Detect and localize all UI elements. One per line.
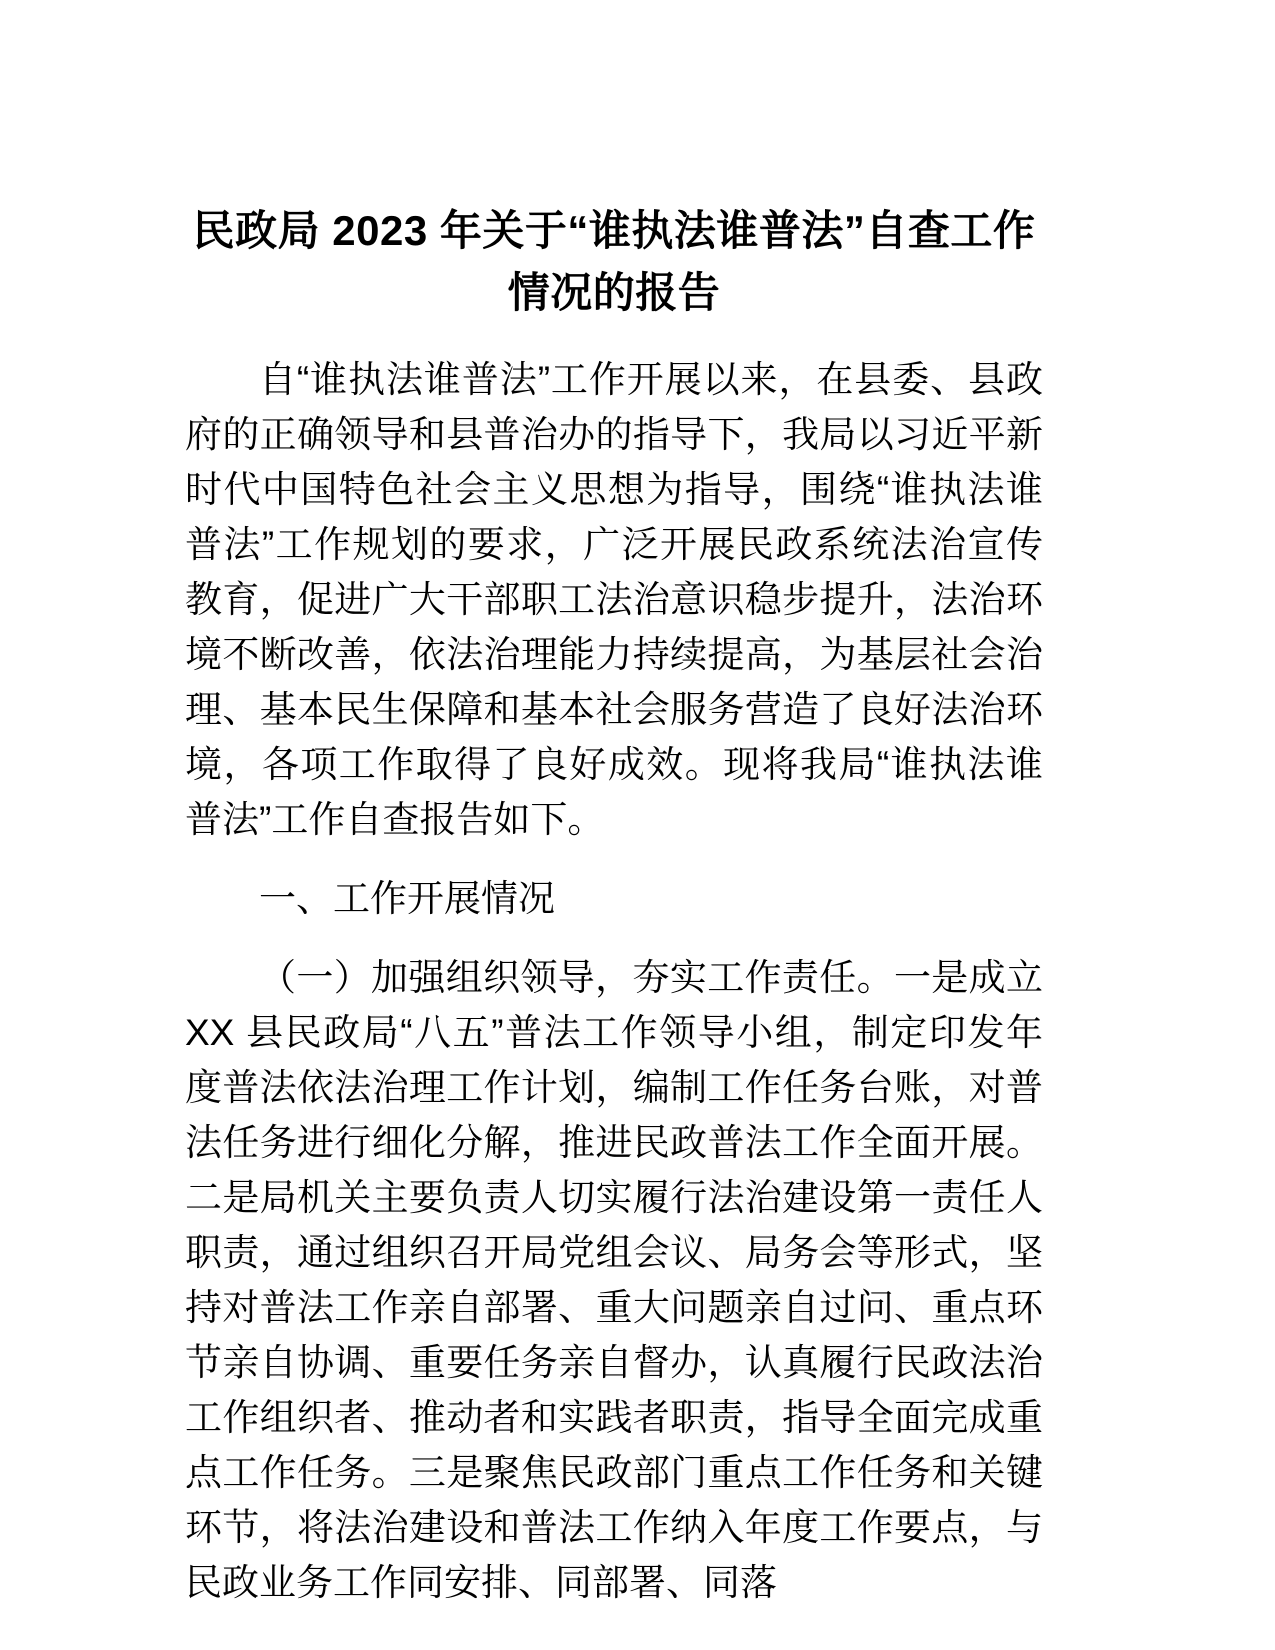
paragraph-intro: 自“谁执法谁普法”工作开展以来，在县委、县政府的正确领导和县普治办的指导下，我局以习近平新时代中国特色社会主义思想为指导，围绕“谁执法谁普法”工作规划的要求，广泛开展民政系统法治宣传教育，促进广大干部职工法治意识稳步提升，法治环境不断改善，依法治理能力持续提高，为基层社会治理、基本民生保障和基本社会服务营造了良好法治环境，各项工作取得了良好成效。现将我局“谁执法谁普法”工作自查报告如下。: [185, 359, 1043, 840]
document-body: [185, 0, 1043, 1610]
paragraph-subsection-one: （一）加强组织领导，夯实工作责任。一是成立 XX 县民政局“八五”普法工作领导小组，制定印发年度普法依法治理工作计划，编制工作任务台账，对普法任务进行细化分解，推进民政普法工作全面开展。二是局机关主要负责人切实履行法治建设第一责任人职责，通过组织召开局党组会议、局务会等形式，坚持对普法工作亲自部署、重大问题亲自过问、重点环节亲自协调、重要任务亲自督办，认真履行民政法治工作组织者、推动者和实践者职责，指导全面完成重点工作任务。三是聚焦民政部门重点工作任务和关键环节，将法治建设和普法工作纳入年度工作要点，与民政业务工作同安排、同部署、同落: [185, 957, 1043, 1603]
title-body-spacer: [185, 324, 1043, 352]
page-title: 民政局 2023 年关于“谁执法谁普法”自查工作情况的报告: [192, 207, 1036, 316]
section-heading-one: 一、工作开展情况: [259, 878, 555, 919]
paragraph-spacer-1: [185, 847, 1043, 871]
paragraph-spacer-2: [185, 926, 1043, 950]
